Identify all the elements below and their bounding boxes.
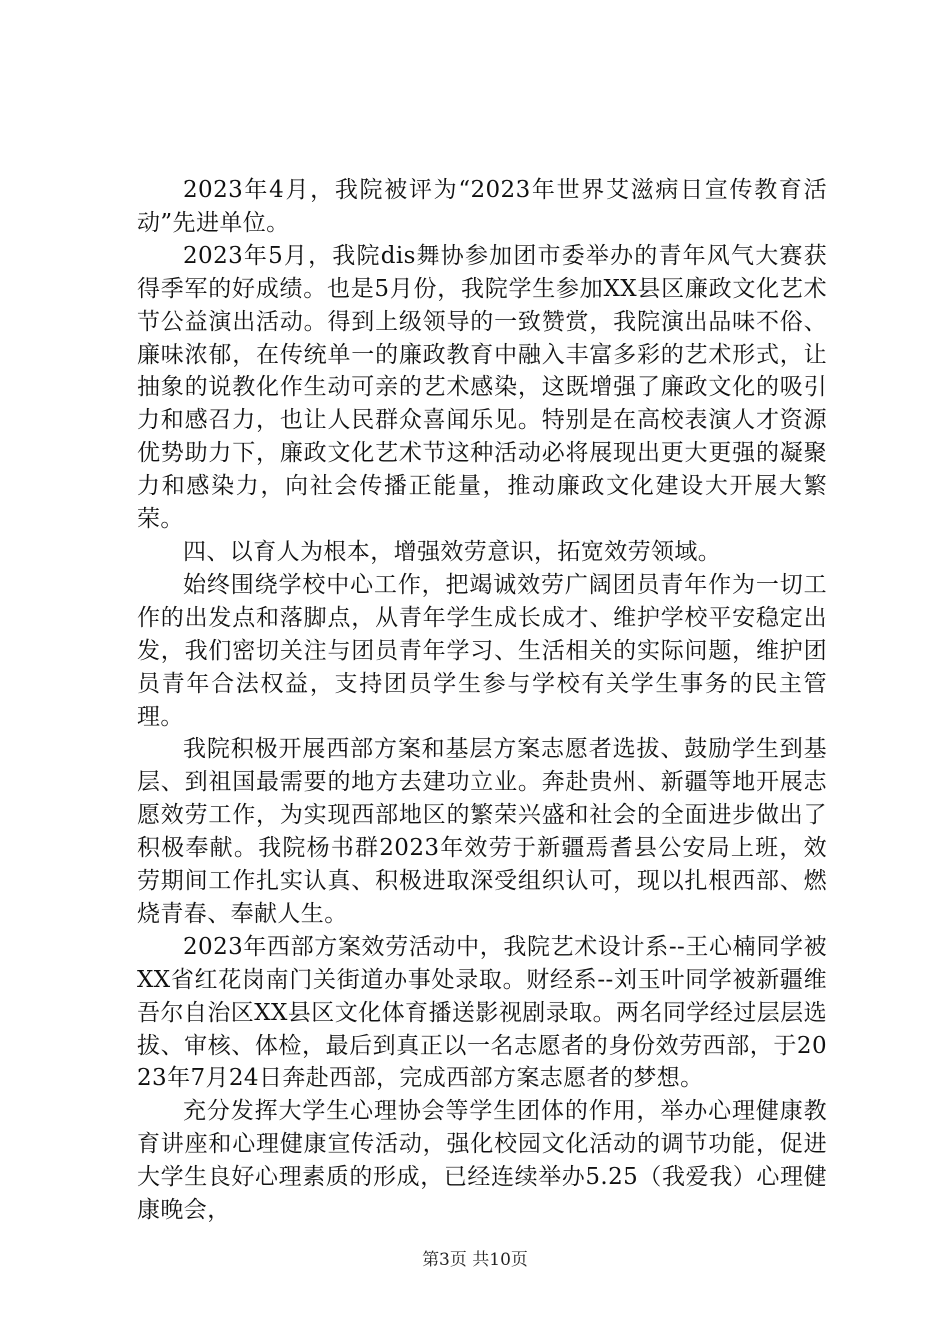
paragraph-western-plan-2023: 2023年西部方案效劳活动中，我院艺术设计系--王心楠同学被XX省红花岗南门关街道办事处录取。财经系--刘玉叶同学被新疆维吾尔自治区XX县区文化体育播送影视剧录取。两名同学经过层层选拔、审核、体检，最后到真正以一名志愿者的身份效劳西部，于2023年7月24日奔赴西部，完成西部方案志愿者的梦想。 — [137, 933, 827, 1092]
paragraph-school-work: 始终围绕学校中心工作，把竭诚效劳广阔团员青年作为一切工作的出发点和落脚点，从青年学生成长成才、维护学校平安稳定出发，我们密切关注与团员青年学习、生活相关的实际问题，维护团员青年合法权益，支持团员学生参与学校有关学生事务的民主管理。 — [137, 571, 827, 730]
paragraph-award-aids-day: 2023年4月，我院被评为“2023年世界艾滋病日宣传教育活动”先进单位。 — [137, 177, 827, 236]
document-body — [137, 174, 827, 1227]
paragraph-mental-health: 充分发挥大学生心理协会等学生团体的作用，举办心理健康教育讲座和心理健康宣传活动，强化校园文化活动的调节功能，促进大学生良好心理素质的形成，已经连续举办5.25（我爱我）心理健康晚会， — [137, 1098, 827, 1224]
section-heading-service: 四、以育人为根本，增强效劳意识，拓宽效劳领域。 — [183, 538, 722, 565]
paragraph-western-volunteers: 我院积极开展西部方案和基层方案志愿者选拔、鼓励学生到基层、到祖国最需要的地方去建功立业。奔赴贵州、新疆等地开展志愿效劳工作，为实现西部地区的繁荣兴盛和社会的全面进步做出了积极奉献。我院杨书群2023年效劳于新疆焉耆县公安局上班，效劳期间工作扎实认真、积极进取深受组织认可，现以扎根西部、燃烧青春、奉献人生。 — [137, 736, 827, 927]
paragraph-dance-contest: 2023年5月，我院dis舞协参加团市委举办的青年风气大赛获得季军的好成绩。也是5月份，我院学生参加XX县区廉政文化艺术节公益演出活动。得到上级领导的一致赞赏，我院演出品味不俗、廉味浓郁，在传统单一的廉政教育中融入丰富多彩的艺术形式，让抽象的说教化作生动可亲的艺术感染，这既增强了廉政文化的吸引力和感召力，也让人民群众喜闻乐见。特别是在高校表演人才资源优势助力下，廉政文化艺术节这种活动必将展现出更大更强的凝聚力和感染力，向社会传播正能量，推动廉政文化建设大开展大繁荣。 — [137, 242, 827, 533]
page-footer: 第3页 共10页 — [422, 1250, 528, 1270]
